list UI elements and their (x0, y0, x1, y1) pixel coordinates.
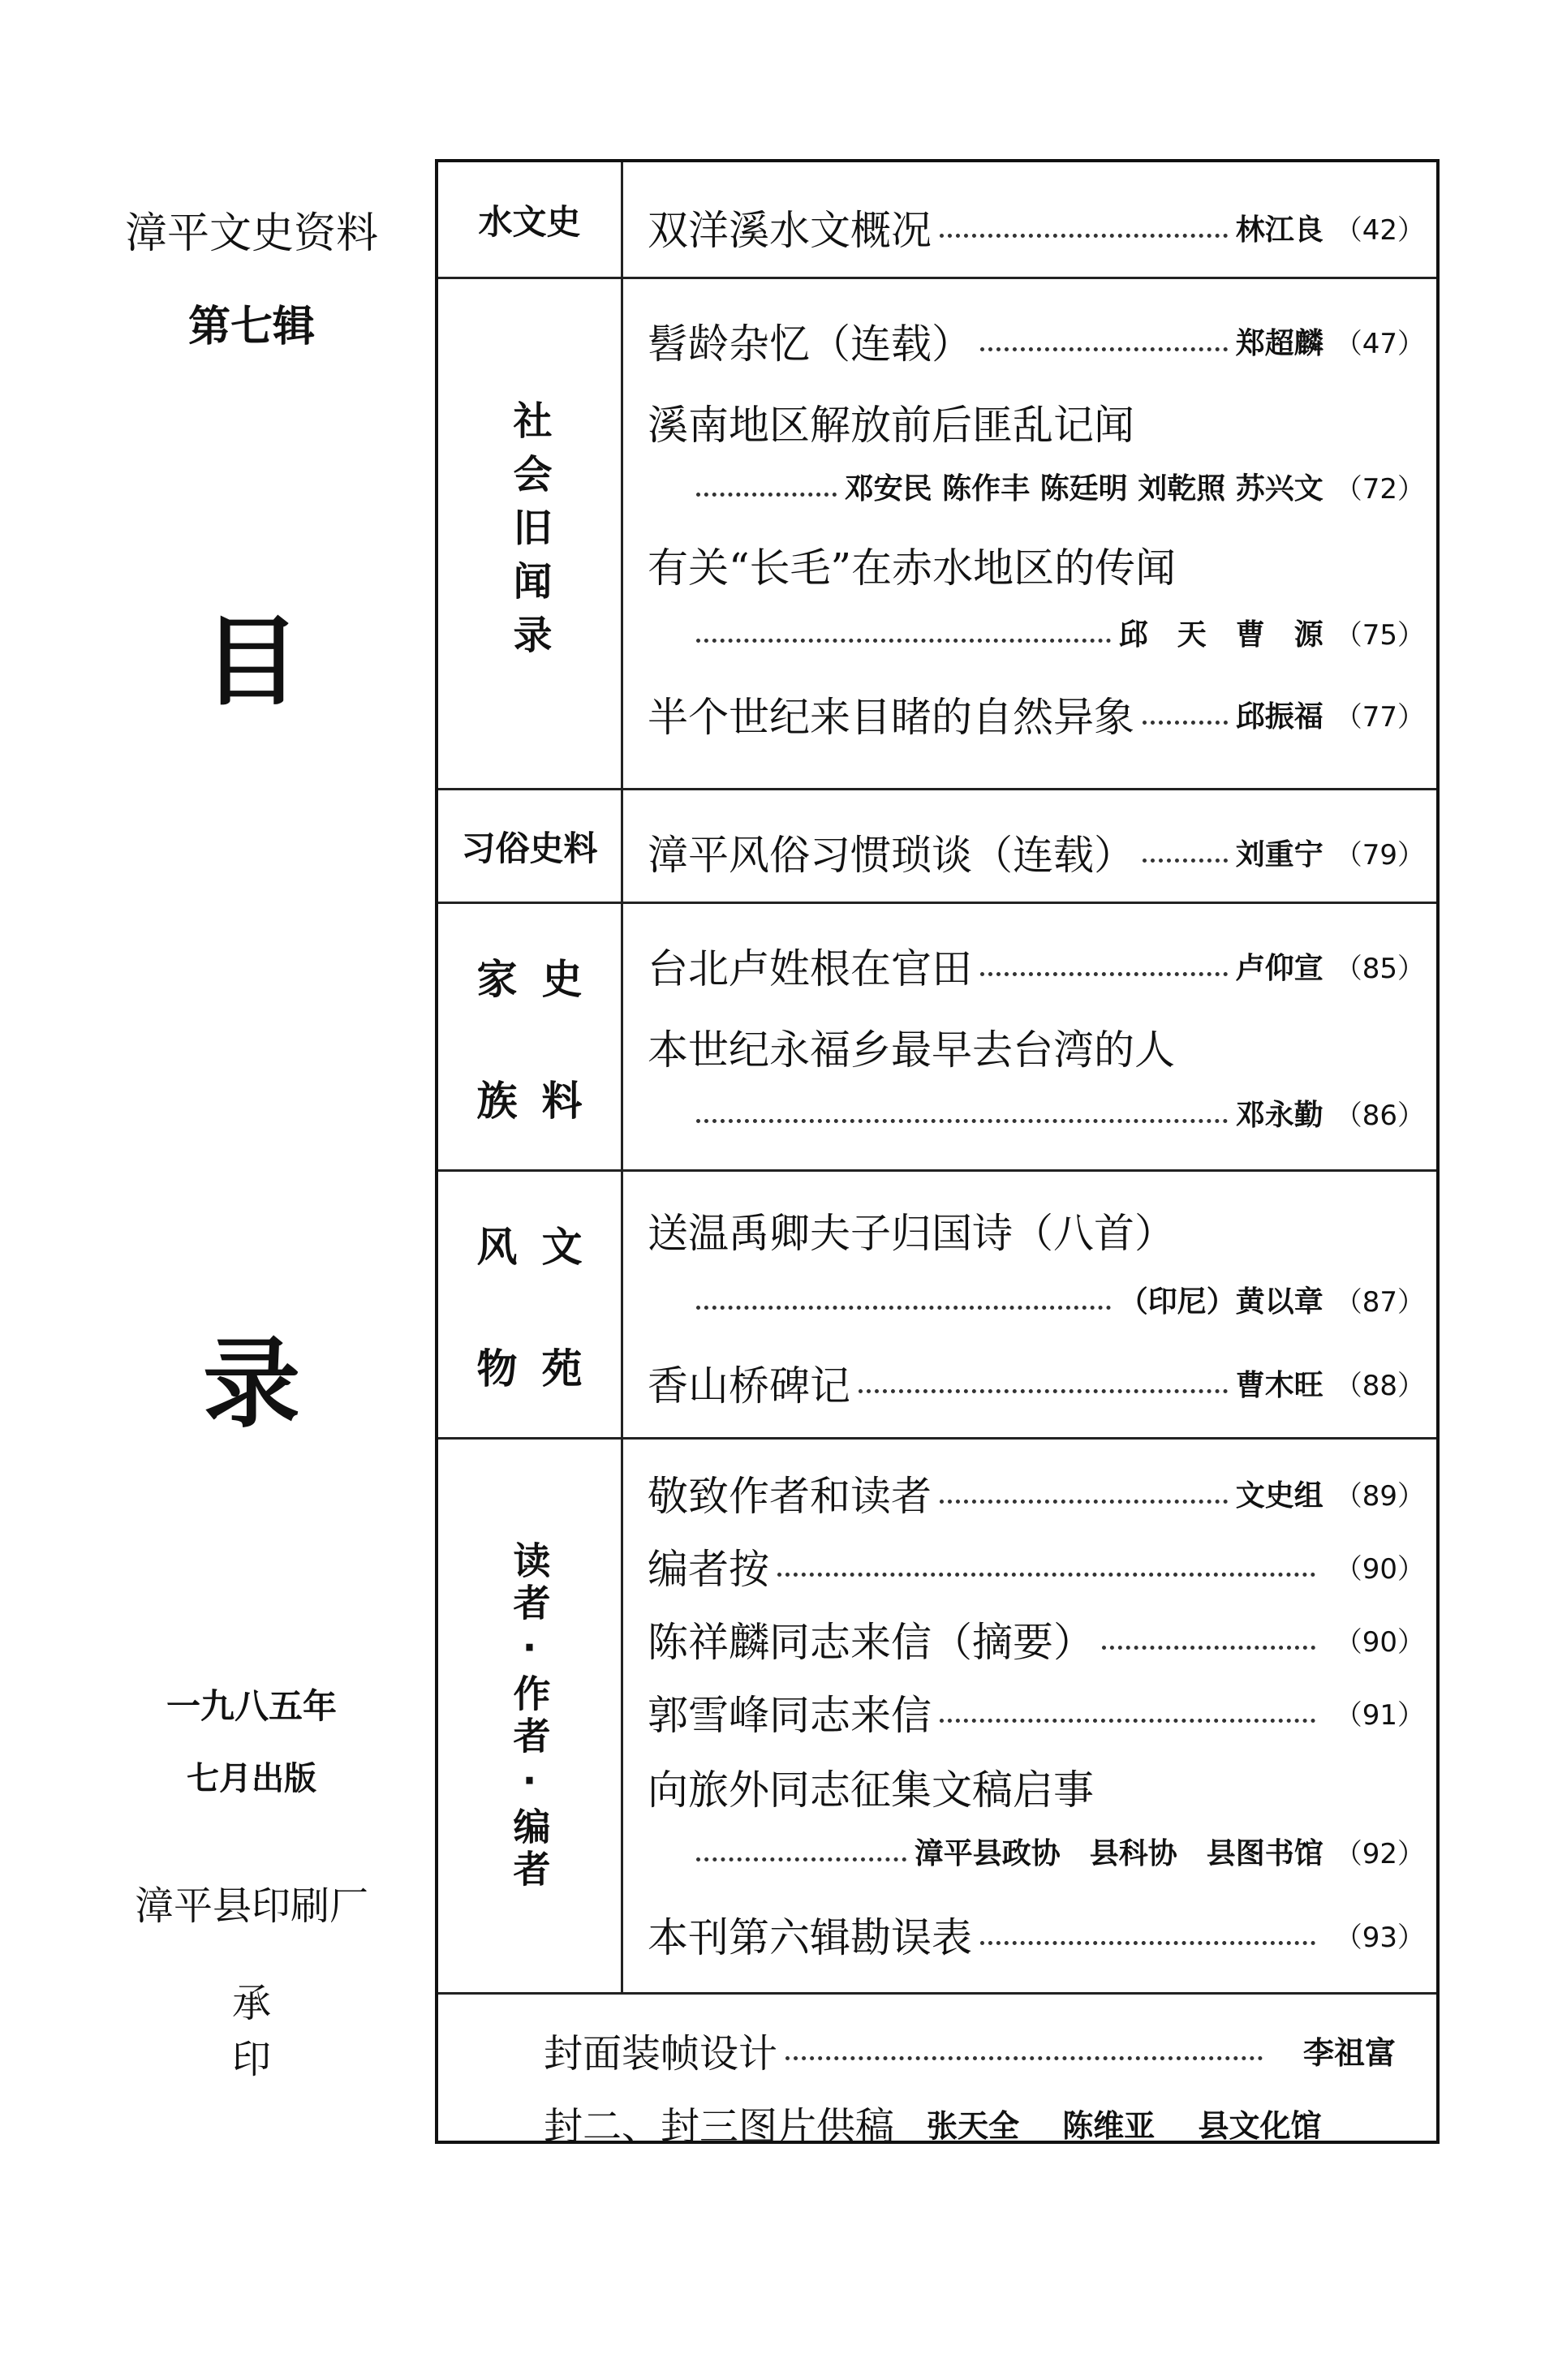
dot-leader (785, 2056, 1263, 2060)
dot-leader (980, 972, 1228, 976)
entry-title: 有关“长毛”在赤水地区的传闻 (648, 544, 1177, 592)
entry-title: 编者按 (648, 1546, 769, 1593)
credit-title: 封面装帧设计 (544, 2031, 778, 2077)
entry-author: 林江良 (1235, 213, 1323, 247)
heading-char-2: 录 (203, 1328, 300, 1441)
toc-entry-byline (696, 612, 1425, 653)
toc-entry[interactable] (648, 1610, 1425, 1668)
dot-leader (696, 493, 837, 497)
entry-author: （印尼）黄以章 (1118, 1285, 1323, 1319)
toc-entry[interactable] (648, 1537, 1425, 1595)
entry-title: 本世纪永福乡最早去台湾的人 (648, 1026, 1175, 1074)
toc-section-hydrology (438, 162, 1436, 279)
toc-entry[interactable] (648, 823, 1425, 881)
dot-leader (940, 1719, 1315, 1723)
dot-leader (940, 234, 1228, 238)
dot-leader (696, 639, 1111, 643)
printer-name: 漳平县印刷厂 (134, 1883, 368, 1929)
credit-line-cover-design (544, 2022, 1396, 2078)
toc-entry[interactable] (648, 1905, 1425, 1964)
toc-entry[interactable] (648, 1683, 1425, 1741)
dot-leader (940, 1500, 1228, 1504)
toc-entry[interactable] (648, 198, 1425, 256)
entry-page: （79） (1334, 838, 1425, 872)
entry-title: 陈祥麟同志来信（摘要） (648, 1619, 1094, 1666)
entry-page: （88） (1334, 1369, 1425, 1402)
toc-entry-byline (696, 1279, 1425, 1320)
toc-entry-byline (696, 466, 1425, 507)
entry-author: 卢仰宣 (1235, 951, 1323, 985)
dot-leader (980, 1941, 1315, 1945)
toc-entry[interactable] (648, 312, 1425, 370)
category-char: 物 (476, 1345, 518, 1392)
toc-entry[interactable] (648, 1018, 1425, 1076)
dot-leader (777, 1573, 1315, 1577)
entry-title: 台北卢姓根在官田 (648, 945, 972, 992)
credit-name: 张天全 (927, 2108, 1020, 2144)
toc-entry[interactable] (648, 936, 1425, 995)
toc-entry[interactable] (648, 393, 1425, 451)
entry-page: （85） (1334, 952, 1425, 985)
entry-title: 敬致作者和读者 (648, 1473, 932, 1520)
entry-title: 双洋溪水文概况 (648, 207, 932, 254)
category-char: 苑 (541, 1345, 583, 1392)
category-char: 文 (541, 1223, 583, 1271)
toc-entry[interactable] (648, 1464, 1425, 1522)
category-label: 读者·作者·编者 (438, 1440, 623, 1992)
credit-name: 陈维亚 (1062, 2108, 1156, 2144)
entry-title: 漳平风俗习惯琐谈（连载） (648, 832, 1134, 879)
heading-char-1: 目 (203, 606, 300, 719)
entry-title: 髫龄杂忆（连载） (648, 321, 972, 368)
publication-title: 漳平文史资料 (124, 209, 378, 258)
entry-page: （72） (1334, 473, 1425, 506)
category-char: 料 (541, 1077, 583, 1125)
category-char: 风 (476, 1223, 518, 1271)
entry-page: （75） (1334, 619, 1425, 652)
entry-page: （86） (1334, 1100, 1425, 1132)
entry-author: 邱振福 (1235, 699, 1323, 734)
entry-title: 半个世纪来目睹的自然异象 (648, 694, 1134, 741)
entry-title: 送温禹卿夫子归国诗（八首） (648, 1210, 1175, 1257)
entry-author: 邓永勤 (1235, 1099, 1323, 1132)
toc-section-customs (438, 790, 1436, 904)
entry-author: 刘重宁 (1235, 837, 1323, 872)
entry-page: （77） (1334, 700, 1425, 734)
entry-author: 曹木旺 (1235, 1368, 1323, 1402)
entry-author: 邱 天 曹 源 (1118, 618, 1323, 652)
category-char: 族 (476, 1077, 518, 1125)
entry-title: 溪南地区解放前后匪乱记闻 (648, 402, 1134, 449)
entry-title: 本刊第六辑勘误表 (648, 1914, 972, 1961)
entry-page: （89） (1334, 1479, 1425, 1513)
toc-section-family-history (438, 904, 1436, 1172)
entry-page: （91） (1334, 1698, 1425, 1732)
category-label: 水文史 (438, 162, 623, 277)
entry-title: 香山桥碑记 (648, 1362, 850, 1409)
entry-author: 文史组 (1235, 1478, 1323, 1513)
entry-author: 邓安民 陈作丰 陈廷明 刘乾照 苏兴文 (844, 472, 1323, 506)
publication-year: 一九八五年 (166, 1686, 337, 1726)
category-label (438, 904, 623, 1169)
toc-table (435, 159, 1440, 2150)
toc-entry[interactable] (648, 536, 1425, 594)
toc-section-social-news (438, 279, 1436, 790)
credit-name: 李祖富 (1302, 2035, 1396, 2071)
category-label: 社会旧闻录 (438, 279, 623, 788)
dot-leader (1143, 721, 1228, 725)
credit-names (1271, 2028, 1396, 2072)
publication-month: 七月出版 (187, 1760, 316, 1797)
dot-leader (696, 1119, 1228, 1123)
toc-section-readers-authors-editors (438, 1440, 1436, 1995)
printer-role: 承印 (231, 1981, 385, 2082)
category-char: 史 (541, 955, 583, 1003)
entry-page: （47） (1334, 327, 1425, 360)
dot-leader (696, 1857, 906, 1861)
entry-page: （92） (1334, 1838, 1425, 1870)
entry-page: （93） (1334, 1921, 1425, 1954)
entry-page: （42） (1334, 213, 1425, 247)
dot-leader (859, 1389, 1228, 1393)
credit-names (894, 2101, 1322, 2145)
entry-page: （90） (1334, 1625, 1425, 1659)
entry-author: 漳平县政协 县科协 县图书馆 (914, 1837, 1323, 1870)
dot-leader (980, 347, 1228, 351)
issue-number: 第七辑 (187, 302, 315, 351)
category-label: 习俗史料 (438, 790, 623, 902)
entry-title: 郭雪峰同志来信 (648, 1692, 932, 1739)
credit-title: 封二、封三图片供稿 (544, 2104, 895, 2150)
entry-page: （87） (1334, 1286, 1425, 1319)
toc-section-literature (438, 1172, 1436, 1440)
dot-leader (696, 1306, 1111, 1310)
toc-entry[interactable] (648, 685, 1425, 743)
toc-entry-byline (696, 1831, 1425, 1872)
category-char: 家 (476, 955, 518, 1003)
toc-entry-byline (696, 1092, 1425, 1134)
toc-entry[interactable] (648, 1201, 1425, 1259)
toc-entry[interactable] (648, 1354, 1425, 1412)
entry-title: 向旅外同志征集文稿启事 (648, 1767, 1094, 1814)
credit-line-illustrations (544, 2095, 1396, 2151)
credit-name: 县文化馆 (1198, 2108, 1322, 2144)
dot-leader (1102, 1646, 1315, 1650)
entry-author: 郑超麟 (1235, 326, 1323, 360)
category-label (438, 1172, 623, 1437)
dot-leader (1143, 859, 1228, 863)
toc-entry[interactable] (648, 1758, 1425, 1816)
entry-page: （90） (1334, 1552, 1425, 1586)
